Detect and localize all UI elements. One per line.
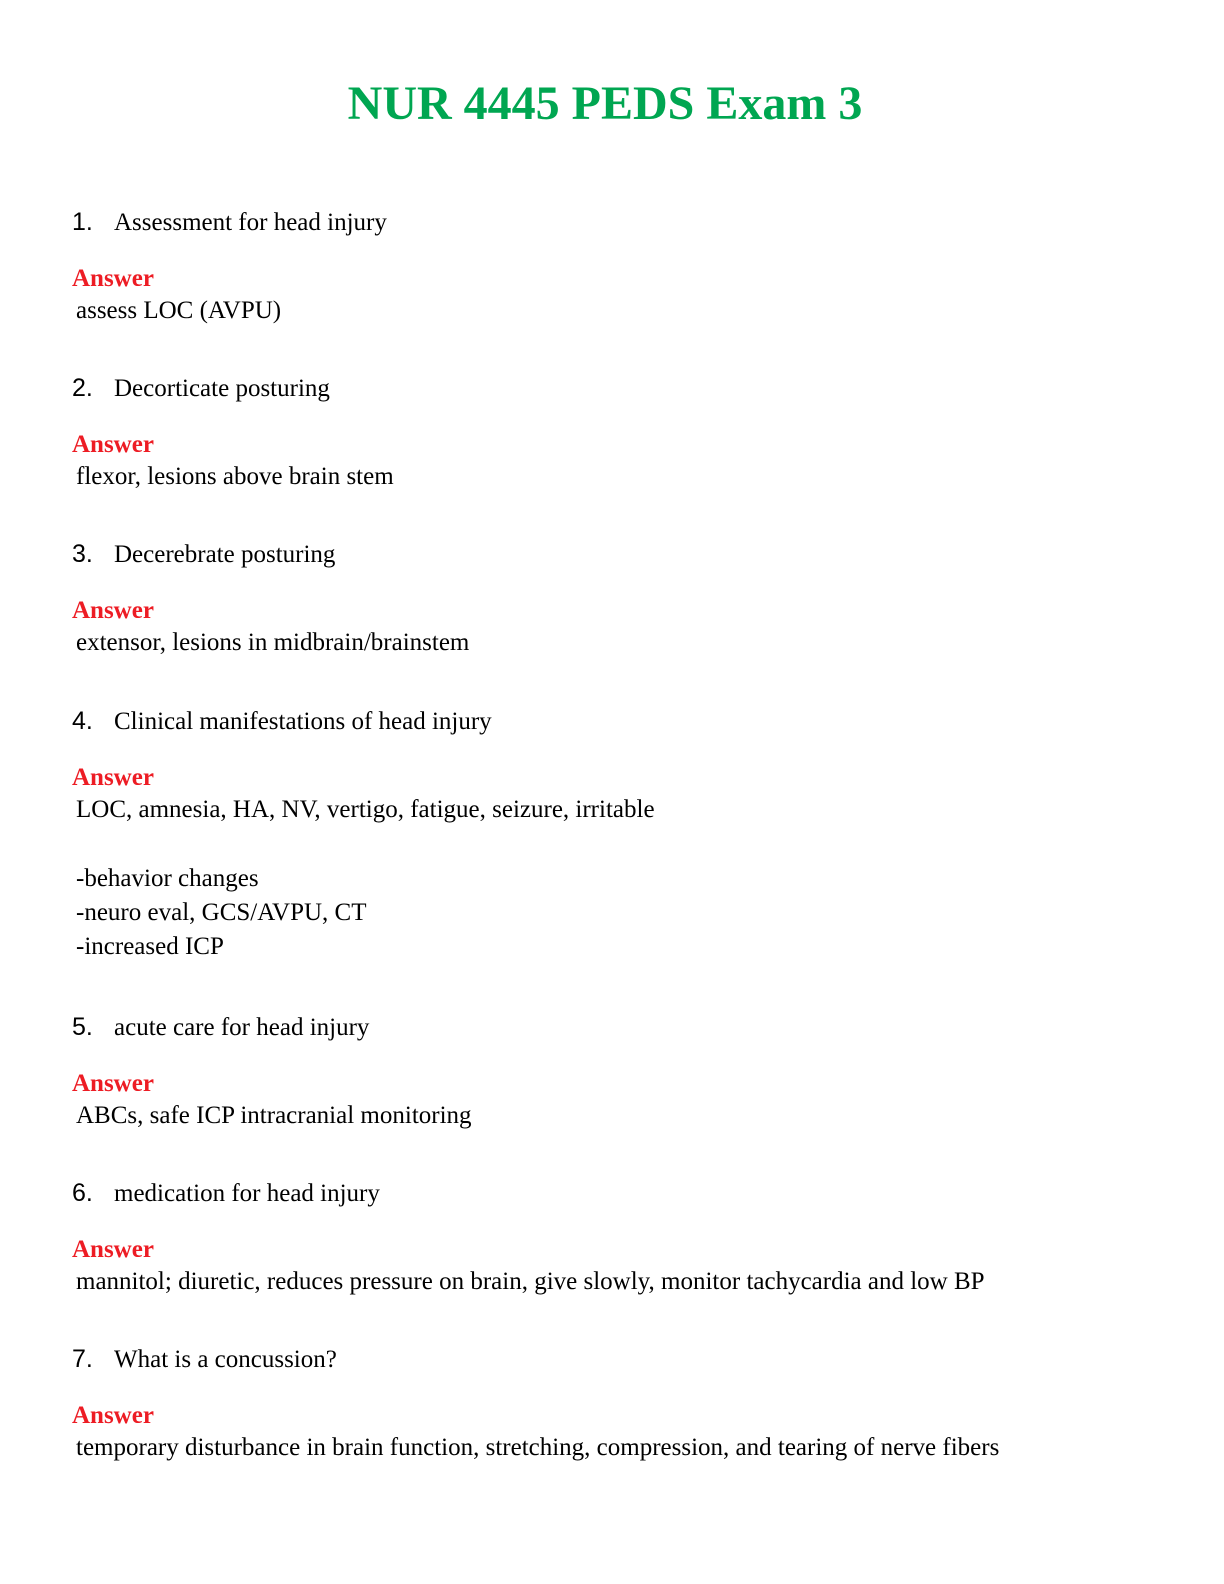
- question-block: [72, 534, 1172, 660]
- answer-label: Answer: [72, 1402, 154, 1429]
- question: [72, 368, 1172, 408]
- answer-text: LOC, amnesia, HA, NV, vertigo, fatigue, seizure, irritable: [76, 796, 655, 823]
- answer-text: -increased ICP: [76, 933, 224, 960]
- question-block: [72, 202, 1172, 328]
- answer-label: Answer: [72, 1236, 154, 1263]
- answer-text: extensor, lesions in midbrain/brainstem: [76, 629, 470, 656]
- answer-text: -neuro eval, GCS/AVPU, CT: [76, 899, 367, 926]
- answer-text: ABCs, safe ICP intracranial monitoring: [76, 1102, 472, 1129]
- answer-label: Answer: [72, 265, 154, 292]
- question-block: [72, 1007, 1172, 1133]
- answer-label: Answer: [72, 1070, 154, 1097]
- question-text: Clinical manifestations of head injury: [114, 708, 492, 735]
- question-block: [72, 368, 1172, 494]
- answer-text: temporary disturbance in brain function, stretching, compression, and tearing of nerve fibers: [76, 1434, 1000, 1461]
- question-number: 5.: [72, 1013, 93, 1041]
- question-number: 3.: [72, 540, 93, 568]
- question-number: 6.: [72, 1179, 93, 1207]
- page-title: NUR 4445 PEDS Exam 3: [347, 77, 863, 130]
- question-number: 7.: [72, 1345, 93, 1373]
- question-text: Decorticate posturing: [114, 375, 330, 402]
- answer-text: flexor, lesions above brain stem: [76, 463, 394, 490]
- question-text: What is a concussion?: [114, 1346, 337, 1373]
- answer-label: Answer: [72, 431, 154, 458]
- question-text: medication for head injury: [114, 1180, 380, 1207]
- question: [72, 202, 1172, 242]
- answer-label: Answer: [72, 764, 154, 791]
- question-number: 1.: [72, 208, 93, 236]
- question: [72, 1007, 1172, 1047]
- question: [72, 1173, 1172, 1213]
- question-text: acute care for head injury: [114, 1014, 370, 1041]
- question-text: Assessment for head injury: [114, 209, 387, 236]
- question-text: Decerebrate posturing: [114, 541, 336, 568]
- answer-text: -behavior changes: [76, 865, 259, 892]
- question-block: [72, 1339, 1172, 1465]
- question: [72, 534, 1172, 574]
- question: [72, 701, 1172, 741]
- answer-text: mannitol; diuretic, reduces pressure on brain, give slowly, monitor tachycardia and low BP: [76, 1268, 985, 1295]
- question-block: [72, 701, 1172, 964]
- question-number: 4.: [72, 707, 93, 735]
- answer-text: assess LOC (AVPU): [76, 297, 282, 324]
- question: [72, 1339, 1172, 1379]
- question-block: [72, 1173, 1172, 1299]
- question-number: 2.: [72, 374, 93, 402]
- answer-label: Answer: [72, 597, 154, 624]
